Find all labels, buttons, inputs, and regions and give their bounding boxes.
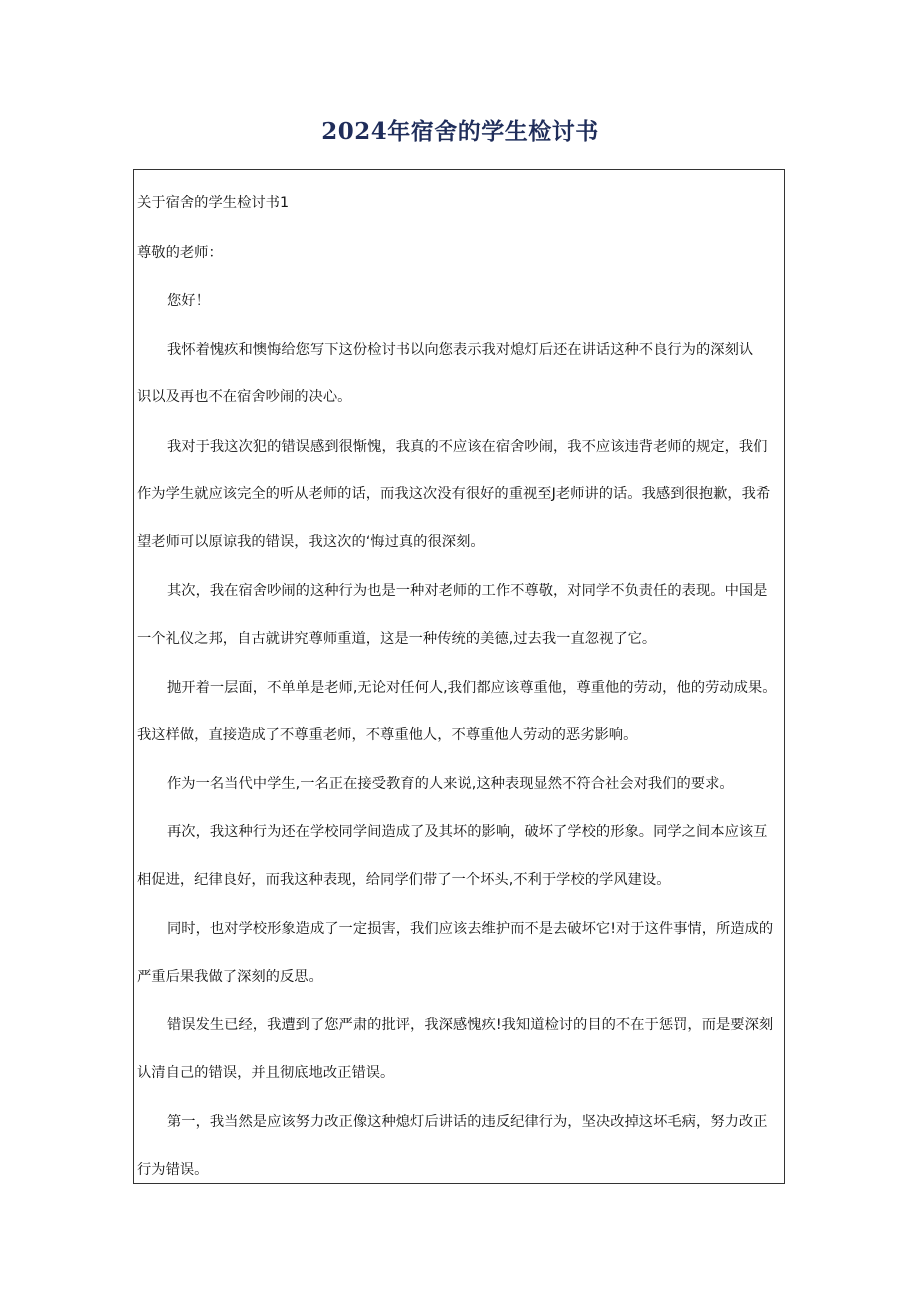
- paragraph-line: 望老师可以原谅我的错误，我这次的‘悔过真的很深刻。: [137, 534, 485, 550]
- paragraph-line: 其次，我在宿舍吵闹的这种行为也是一种对老师的工作不尊敬，对同学不负责任的表现。中国是: [167, 583, 768, 599]
- section-heading: 关于宿舍的学生检讨书1: [137, 195, 290, 211]
- document-title: 2024年宿舍的学生检讨书: [321, 118, 599, 145]
- paragraph-line: 再次，我这种行为还在学校同学间造成了及其坏的影响，破坏了学校的形象。同学之间本应该互: [167, 824, 768, 840]
- paragraph-line: 同时，也对学校形象造成了一定损害，我们应该去维护而不是去破坏它!对于这件事情，所造成的: [167, 921, 774, 937]
- paragraph-line: 我这样做，直接造成了不尊重老师，不尊重他人，不尊重他人劳动的恶劣影响。: [137, 727, 638, 743]
- paragraph-line: 作为一名当代中学生,一名正在接受教育的人来说,这种表现显然不符合社会对我们的要求。: [167, 776, 734, 792]
- paragraph-line: 我对于我这次犯的错误感到很惭愧，我真的不应该在宿舍吵闹，我不应该违背老师的规定，我们: [167, 439, 768, 455]
- paragraph-line: 严重后果我做了深刻的反思。: [137, 969, 323, 985]
- paragraph-line: 错误发生已经，我遭到了您严肃的批评，我深感愧疚!我知道检讨的目的不在于惩罚，而是要深刻: [167, 1017, 774, 1033]
- paragraph-line: 行为错误。: [137, 1162, 209, 1178]
- salutation: 尊敬的老师：: [137, 245, 223, 261]
- paragraph-line: 作为学生就应该完全的听从老师的话，而我这次没有很好的重视至J老师讲的话。我感到很抱歉，我希: [137, 486, 771, 502]
- paragraph-line: 我怀着愧疚和懊悔给您写下这份检讨书以向您表示我对熄灯后还在讲话这种不良行为的深刻认: [167, 342, 754, 358]
- paragraph-line: 抛开着一层面，不单单是老师,无论对任何人,我们都应该尊重他，尊重他的劳动，他的劳动成果。: [167, 680, 777, 696]
- greeting: 您好！: [167, 293, 210, 309]
- paragraph-line: 一个礼仪之邦，自古就讲究尊师重道，这是一种传统的美德,过去我一直忽视了它。: [137, 631, 657, 647]
- paragraph-line: 相促进，纪律良好，而我这种表现，给同学们带了一个坏头,不利于学校的学风建设。: [137, 872, 671, 888]
- document-body: [133, 169, 785, 1184]
- paragraph-line: 认清自己的错误，并且彻底地改正错误。: [137, 1065, 395, 1081]
- paragraph-line: 识以及再也不在宿舍吵闹的决心。: [137, 389, 352, 405]
- paragraph-line: 第一，我当然是应该努力改正像这种熄灯后讲话的违反纪律行为，坚决改掉这坏毛病，努力改正: [167, 1114, 768, 1130]
